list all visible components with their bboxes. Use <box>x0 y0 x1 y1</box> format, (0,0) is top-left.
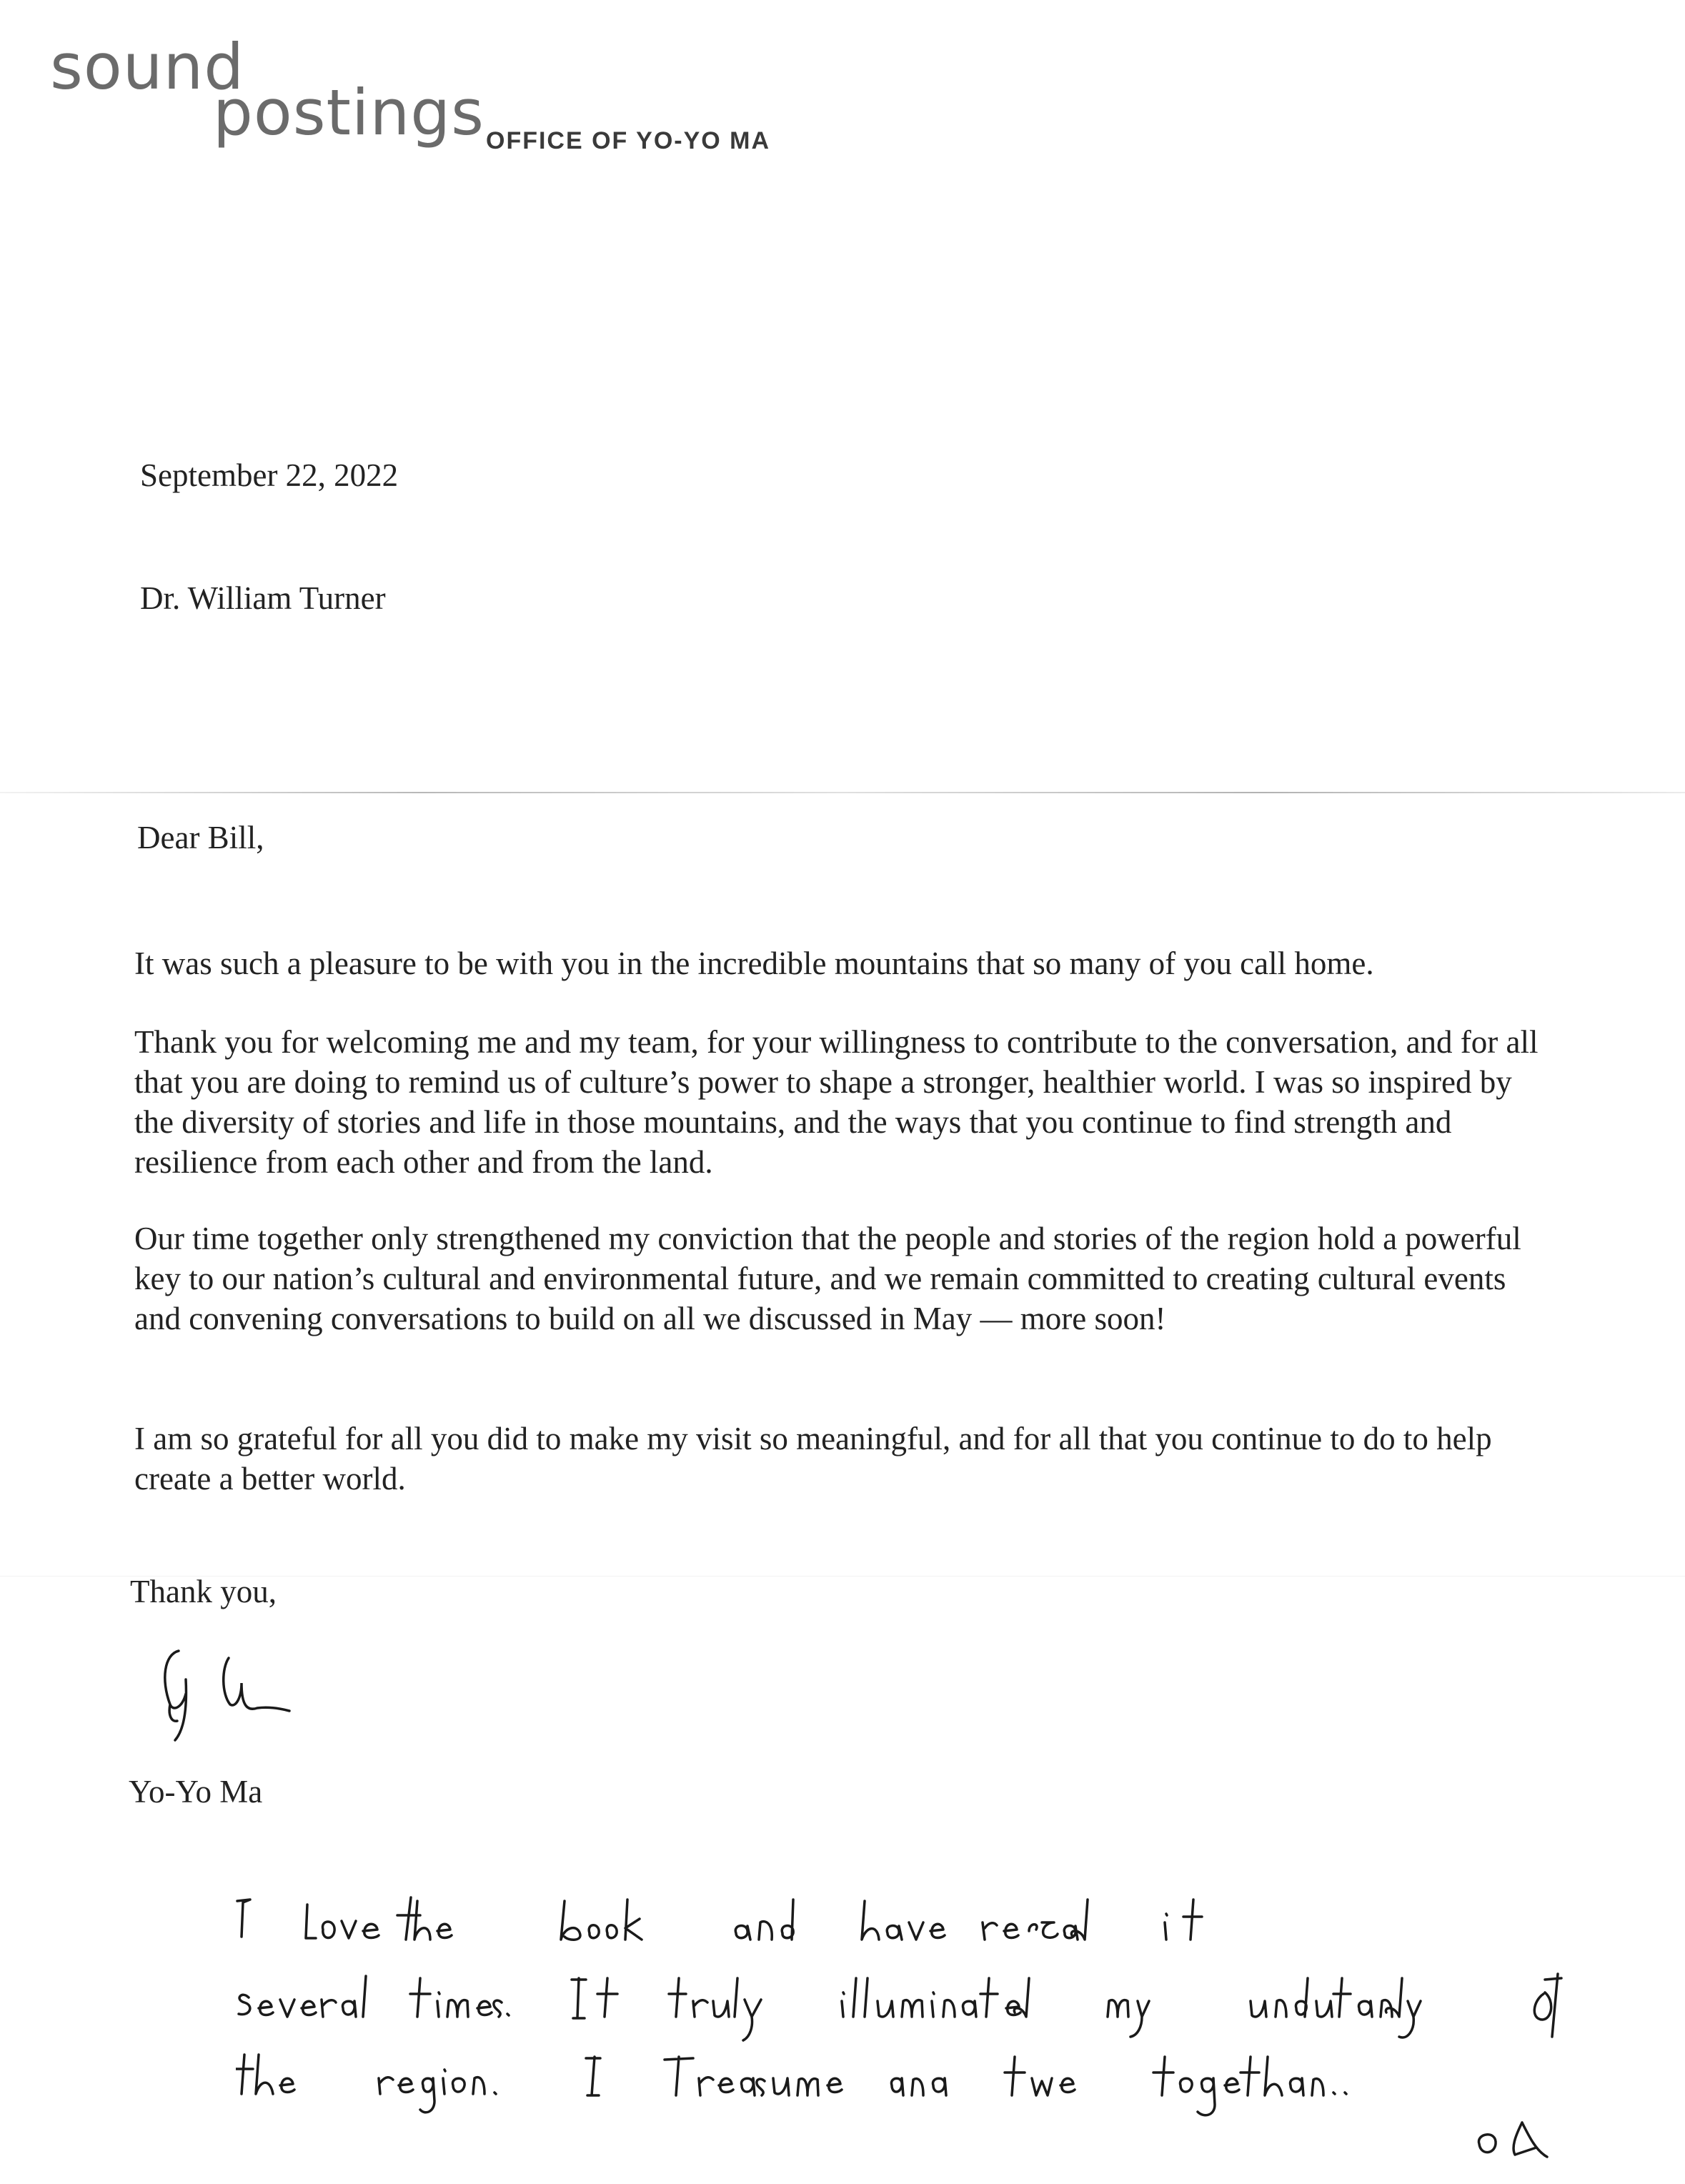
letter-signer: Yo-Yo Ma <box>129 1774 263 1810</box>
letter-paragraph: Thank you for welcoming me and my team, for your willingness to contribute to the conversation, and for all that you are doing to remind us of culture’s power to shape a stronger, healthier world. I was so inspired by the diversity of stories and life in those mountains, and the ways that you continue to find strength and resilience from each other and from the land. <box>134 1024 1539 1180</box>
letter-paragraph: Our time together only strengthened my conviction that the people and stories of the region hold a powerful key to our nation’s cultural and environmental future, and we remain committed to creating cultural events and convening conversations to build on all we discussed in May — more soon! <box>134 1221 1521 1336</box>
logo-word-sound: sound <box>50 30 245 104</box>
logo-word-postings: postings <box>213 76 484 149</box>
handwritten-note <box>236 1894 1629 2123</box>
handwritten-initials <box>1472 2115 1572 2165</box>
handwritten-note-scribble <box>236 1894 1629 2123</box>
letter-date: September 22, 2022 <box>140 457 399 493</box>
letter-paragraph: I am so grateful for all you did to make my visit so meaningful, and for all that you continue to do to help create a better world. <box>134 1421 1492 1496</box>
handwritten-signature <box>150 1637 307 1744</box>
soundpostings-logo <box>50 29 836 164</box>
letter-greeting: Dear Bill, <box>137 820 264 855</box>
letter-paragraph: It was such a pleasure to be with you in the incredible mountains that so many of you call home. <box>134 945 1374 981</box>
letter-recipient: Dr. William Turner <box>140 580 386 616</box>
letter-closing: Thank you, <box>130 1574 277 1609</box>
paper-fold-line <box>0 792 1685 793</box>
letterhead-office-label: OFFICE OF YO-YO MA <box>486 127 771 154</box>
